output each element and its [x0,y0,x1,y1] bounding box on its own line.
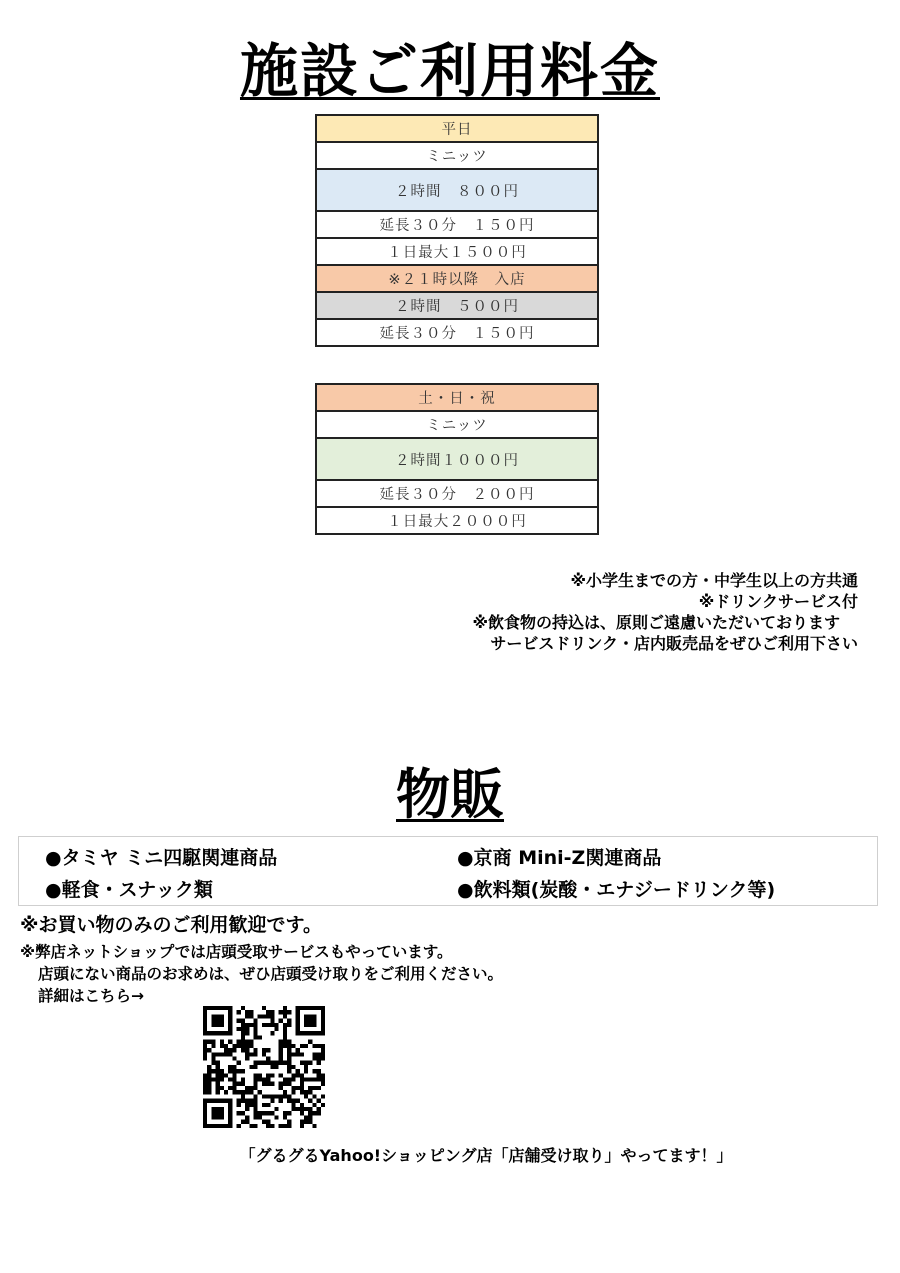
holiday-fee-table [315,383,599,535]
goods-item-drinks: ●飲料類(炭酸・エナジードリンク等) [457,879,776,901]
weekday-extension: 延長３０分 １５０円 [316,211,598,238]
note-common: ※小学生までの方・中学生以上の方共通 [570,571,858,590]
goods-item-snacks: ●軽食・スナック類 [45,879,213,901]
late-entry-header: ※２１時以降 入店 [316,265,598,292]
late-entry-extension: 延長３０分 １５０円 [316,319,598,346]
qr-code-icon[interactable] [203,1003,325,1131]
fee-notes [472,570,858,654]
note-drink-service: ※ドリンクサービス付 [698,592,858,611]
net-shop-note-2: 店頭にない商品のお求めは、ぜひ店頭受け取りをご利用ください。 [38,965,504,983]
holiday-extension: 延長３０分 ２００円 [316,480,598,507]
goods-item-kyosho: ●京商 Mini-Z関連商品 [457,847,662,869]
net-shop-note-1: ※弊店ネットショップでは店頭受取サービスもやっています。 [20,943,453,961]
holiday-header: 土・日・祝 [316,384,598,411]
holiday-category: ミニッツ [316,411,598,438]
footer-banner: 「グるグるYahoo!ショッピング店「店舗受け取り」やってます！」 [239,1146,733,1165]
note-food-policy: ※飲食物の持込は、原則ご遠慮いただいております [472,613,840,632]
weekday-fee-table [315,114,599,347]
page-title-fees: 施設ご利用料金 [239,37,660,105]
details-link[interactable]: 詳細はこちら→ [38,987,144,1005]
page-title-sales: 物販 [396,763,504,826]
note-food-policy-2: サービスドリンク・店内販売品をぜひご利用下さい [490,634,858,653]
weekday-header: 平日 [316,115,598,142]
weekday-base-price: ２時間 ８００円 [316,169,598,211]
holiday-base-price: ２時間１０００円 [316,438,598,480]
holiday-daily-max: １日最大２０００円 [316,507,598,534]
weekday-category: ミニッツ [316,142,598,169]
weekday-daily-max: １日最大１５００円 [316,238,598,265]
late-entry-price: ２時間 ５００円 [316,292,598,319]
goods-list [18,836,878,906]
shopping-welcome-note: ※お買い物のみのご利用歓迎です。 [20,914,322,936]
goods-item-tamiya: ●タミヤ ミニ四駆関連商品 [45,847,278,869]
